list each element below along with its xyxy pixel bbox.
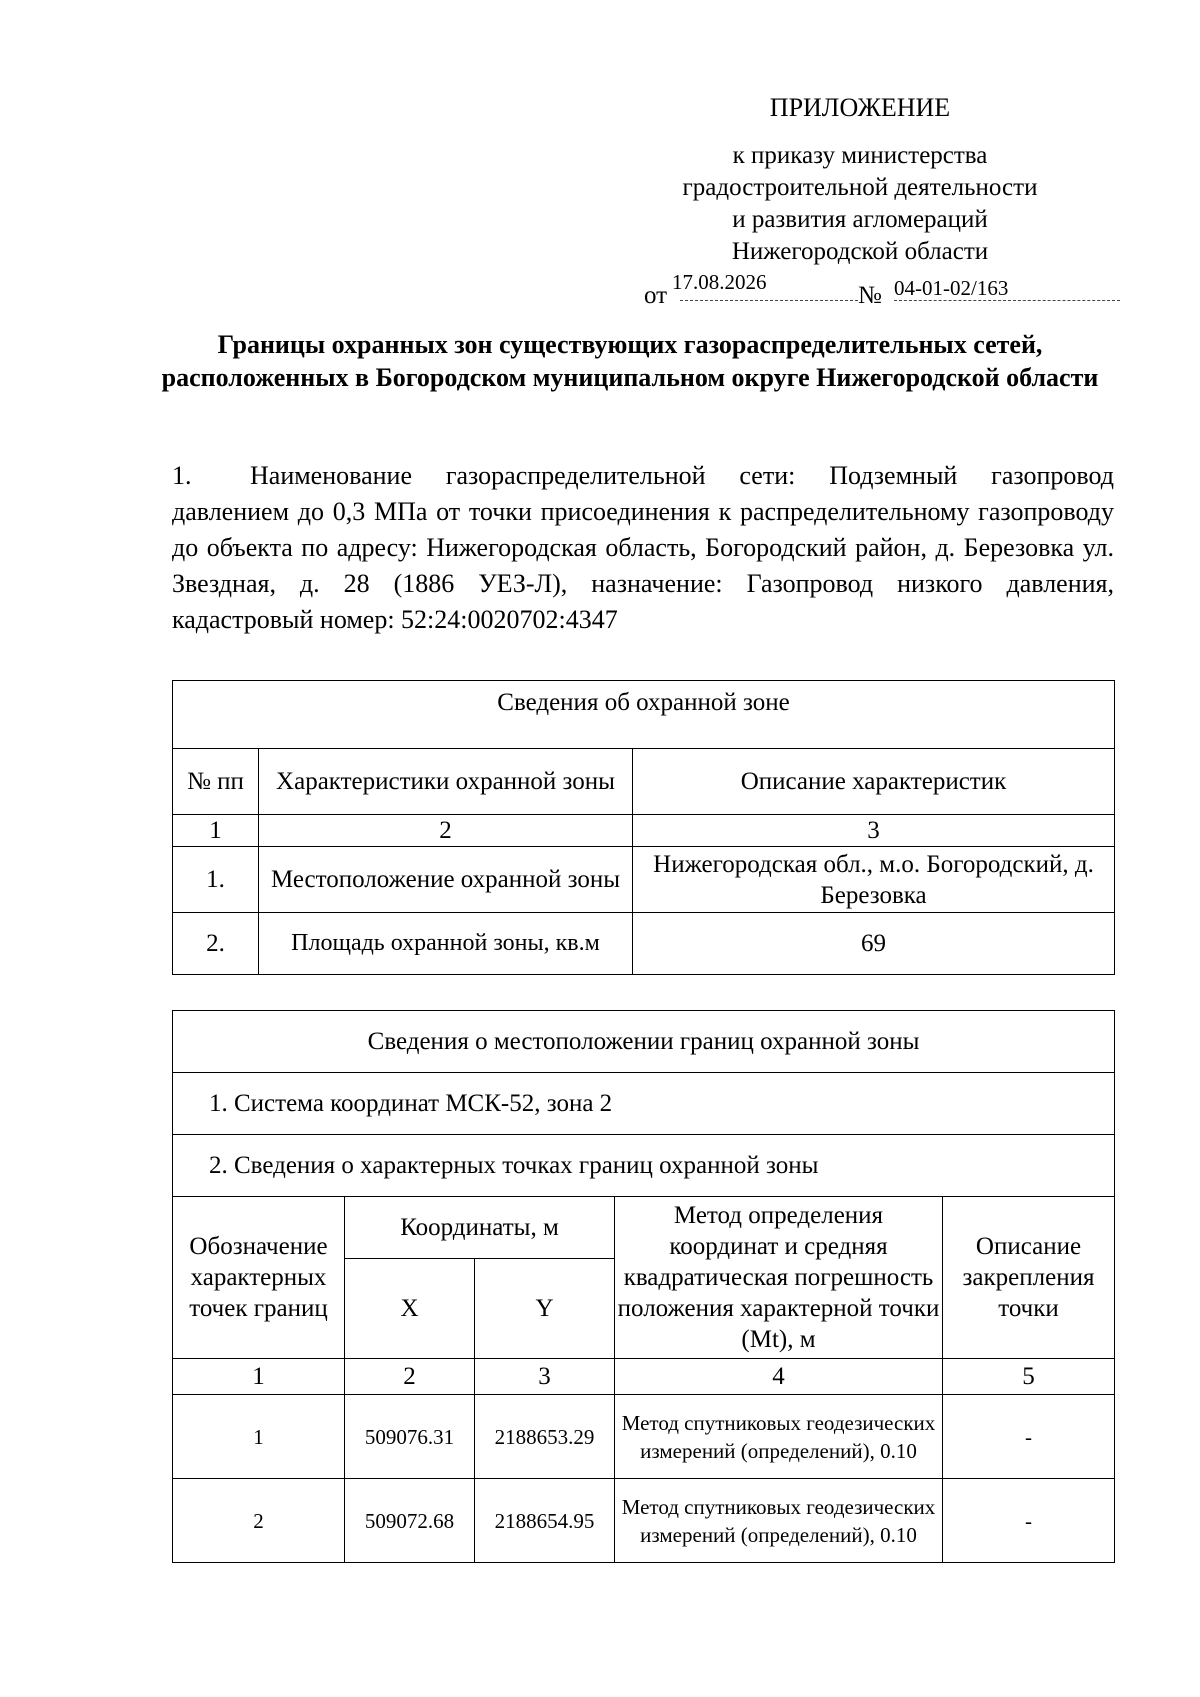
column-header: Координаты, м (345, 1197, 615, 1259)
index-cell: 1 (173, 815, 259, 847)
zone-info-table (172, 680, 1115, 975)
appendix-line: и развития агломераций (732, 206, 988, 233)
table-cell: 69 (633, 913, 1115, 975)
table-cell: - (943, 1479, 1115, 1563)
date-prefix: от (644, 282, 668, 309)
order-date: 17.08.2026 (672, 270, 767, 294)
table-cell: Местоположение охранной зоны (259, 847, 633, 913)
boundary-points-table (172, 1010, 1115, 1563)
appendix-line: градостроительной деятельности (682, 174, 1038, 201)
table-cell: 1 (173, 1395, 345, 1479)
appendix-line: Нижегородской области (731, 238, 989, 265)
coordinate-system: 1. Система координат МСК-52, зона 2 (173, 1073, 1115, 1135)
points-heading: 2. Сведения о характерных точках границ охранной зоны (173, 1135, 1115, 1197)
appendix-lines (620, 140, 1100, 268)
table-cell: 2 (173, 1479, 345, 1563)
column-header: Характеристики охранной зоны (259, 749, 633, 815)
table-row (173, 1479, 1115, 1563)
order-date-number (640, 270, 1120, 310)
table-cell: Метод спутниковых геодезических измерений (определений), 0.10 (615, 1395, 943, 1479)
table-cell: 1. (173, 847, 259, 913)
index-cell: 2 (259, 815, 633, 847)
table-cell: Нижегородская обл., м.о. Богородский, д. Березовка (633, 847, 1115, 913)
section-paragraph (172, 458, 1114, 638)
section-number: 1. (172, 461, 192, 490)
index-cell: 3 (633, 815, 1115, 847)
date-underline (680, 300, 858, 301)
order-number: 04-01-02/163 (894, 276, 1009, 300)
table-title: Сведения об охранной зоне (173, 681, 1115, 749)
index-cell: 4 (615, 1359, 943, 1395)
table-cell: 509076.31 (345, 1395, 475, 1479)
document-title: Границы охранных зон существующих газораспределительных сетей, расположенных в Богородском муниципальном округе Нижегородской области (161, 330, 1099, 392)
column-header: Y (475, 1259, 615, 1359)
table-row (173, 1395, 1115, 1479)
appendix-block (620, 92, 1100, 272)
column-header: № пп (173, 749, 259, 815)
table-row (173, 913, 1115, 975)
table-cell: Площадь охранной зоны, кв.м (259, 913, 633, 975)
index-cell: 3 (475, 1359, 615, 1395)
table-title: Сведения о местоположении границ охранной зоны (173, 1011, 1115, 1073)
column-header: Описание характеристик (633, 749, 1115, 815)
appendix-heading: ПРИЛОЖЕНИЕ (769, 93, 951, 122)
table-cell: - (943, 1395, 1115, 1479)
appendix-line: к приказу министерства (732, 142, 988, 169)
table-cell: Метод спутниковых геодезических измерений (определений), 0.10 (615, 1479, 943, 1563)
column-header: Метод определения координат и средняя квадратическая погрешность положения характерной точки (Mt), м (615, 1197, 943, 1359)
index-cell: 1 (173, 1359, 345, 1395)
number-prefix: № (858, 282, 882, 309)
column-header: Описание закрепления точки (943, 1197, 1115, 1359)
table-cell: 2. (173, 913, 259, 975)
section-text: Наименование газораспределительной сети: Подземный газопровод давлением до 0,3 МПа от точки присоединения к распределительному газопроводу до объекта по адресу: Нижегородская область, Богородский район, д. Березовка ул. Звездная, д. 28 (1886 УЕЗ-Л), назначение: Газопровод низкого давления, кадастровый номер: 52:24:0020702:4347 (172, 461, 1114, 634)
column-header: X (345, 1259, 475, 1359)
table-cell: 2188654.95 (475, 1479, 615, 1563)
table-cell: 509072.68 (345, 1479, 475, 1563)
table-cell: 2188653.29 (475, 1395, 615, 1479)
table-row (173, 847, 1115, 913)
index-cell: 2 (345, 1359, 475, 1395)
column-header: Обозначение характерных точек границ (173, 1197, 345, 1359)
index-cell: 5 (943, 1359, 1115, 1395)
